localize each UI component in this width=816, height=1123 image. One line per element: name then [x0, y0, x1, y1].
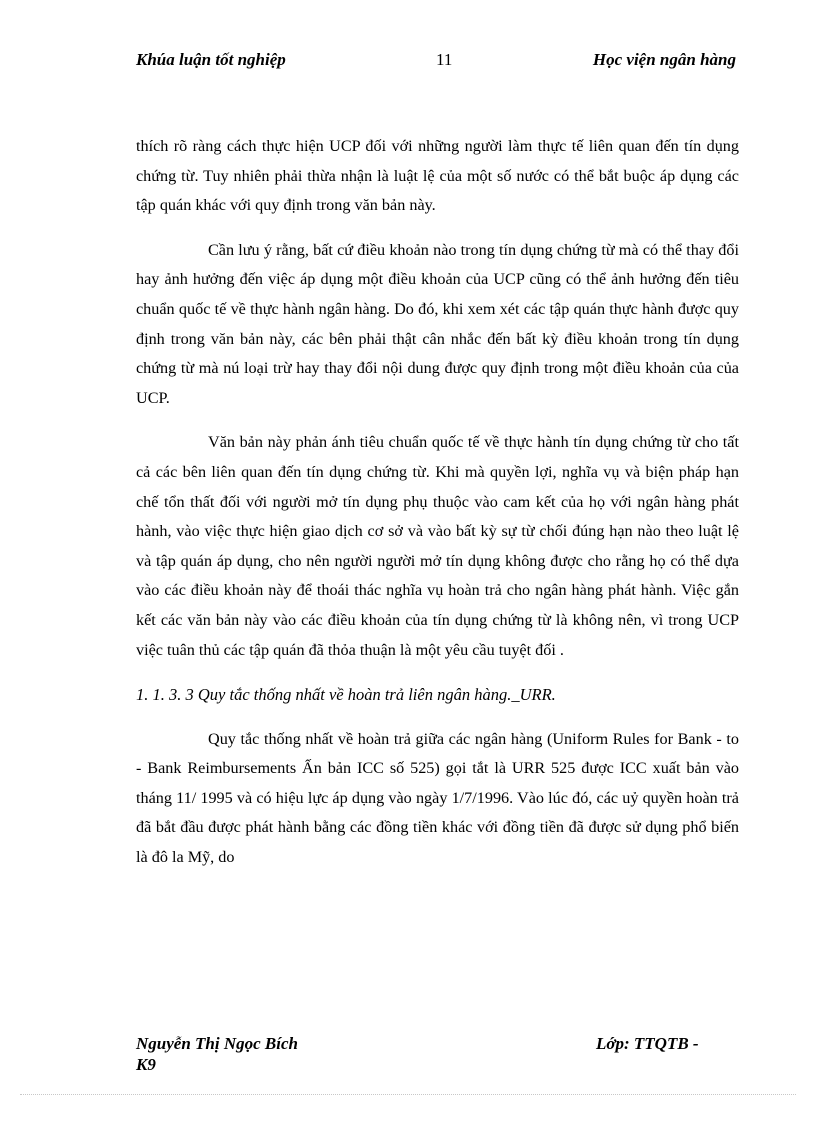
author-cohort: K9: [136, 1055, 156, 1074]
paragraph-continuation: thích rõ ràng cách thực hiện UCP đối với những người làm thực tế liên quan đến tín dụng chứng từ. Tuy nhiên phải thừa nhận là luật lệ của một số nước có thể bắt buộc áp dụng các tập quán khác với quy định trong văn bản này.: [136, 137, 739, 215]
author-name: Nguyễn Thị Ngọc Bích: [136, 1034, 298, 1053]
paragraph-ucp-note: Cần lưu ý rằng, bất cứ điều khoản nào trong tín dụng chứng từ mà có thể thay đổi hay ảnh hưởng đến việc áp dụng một điều khoản của UCP cũng có thể ảnh hưởng đến tiêu chuẩn quốc tế về thực hành ngân hàng. Do đó, khi xem xét các tập quán thực hành được quy định trong văn bản này, các bên phải thật cân nhắc đến bất kỳ điều khoản trong tín dụng chứng từ mà nú loại trừ hay thay đổi nội dung được quy định trong một điều khoản của của UCP.: [136, 240, 739, 407]
page-footer: [136, 1033, 736, 1083]
thesis-title: Khúa luận tốt nghiệp: [136, 50, 286, 69]
page-body: [136, 132, 739, 873]
paragraph-urr: Quy tắc thống nhất về hoàn trả giữa các ngân hàng (Uniform Rules for Bank - to - Bank Reimbursements Ấn bản ICC số 525) gọi tắt là URR 525 được ICC xuất bản vào tháng 11/ 1995 và có hiệu lực áp dụng vào ngày 1/7/1996. Vào lúc đó, các uỷ quyền hoàn trả đã bắt đầu được phát hành bằng các đồng tiền khác với đồng tiền đã được sử dụng phổ biến là đô la Mỹ, do: [136, 729, 739, 867]
section-heading: 1. 1. 3. 3 Quy tắc thống nhất về hoàn trả liên ngân hàng._URR.: [136, 685, 556, 705]
author-class: Lớp: TTQTB -: [596, 1034, 699, 1053]
paragraph-international-standard: Văn bản này phản ánh tiêu chuẩn quốc tế về thực hành tín dụng chứng từ cho tất cả các bên liên quan đến tín dụng chứng từ. Khi mà quyền lợi, nghĩa vụ và biện pháp hạn chế tổn thất đối với người mở tín dụng phụ thuộc vào cam kết của họ với ngân hàng phát hành, vào việc thực hiện giao dịch cơ sở và vào bất kỳ sự từ chối đúng hạn nào theo luật lệ và tập quán áp dụng, cho nên người người mở tín dụng không được cho rằng họ có thể dựa vào các điều khoản này để thoái thác nghĩa vụ hoàn trả cho ngân hàng phát hành. Việc gắn kết các văn bản này vào các điều khoản của tín dụng chứng từ là không nên, vì trong UCP việc tuân thủ các tập quán đã thỏa thuận là một yêu cầu tuyệt đối .: [136, 433, 739, 659]
institution-name: Học viện ngân hàng: [592, 50, 736, 69]
page-number: 11: [436, 50, 453, 69]
page-header: [136, 50, 736, 72]
page-bottom-divider: [20, 1094, 796, 1095]
author-block: [136, 1033, 336, 1075]
